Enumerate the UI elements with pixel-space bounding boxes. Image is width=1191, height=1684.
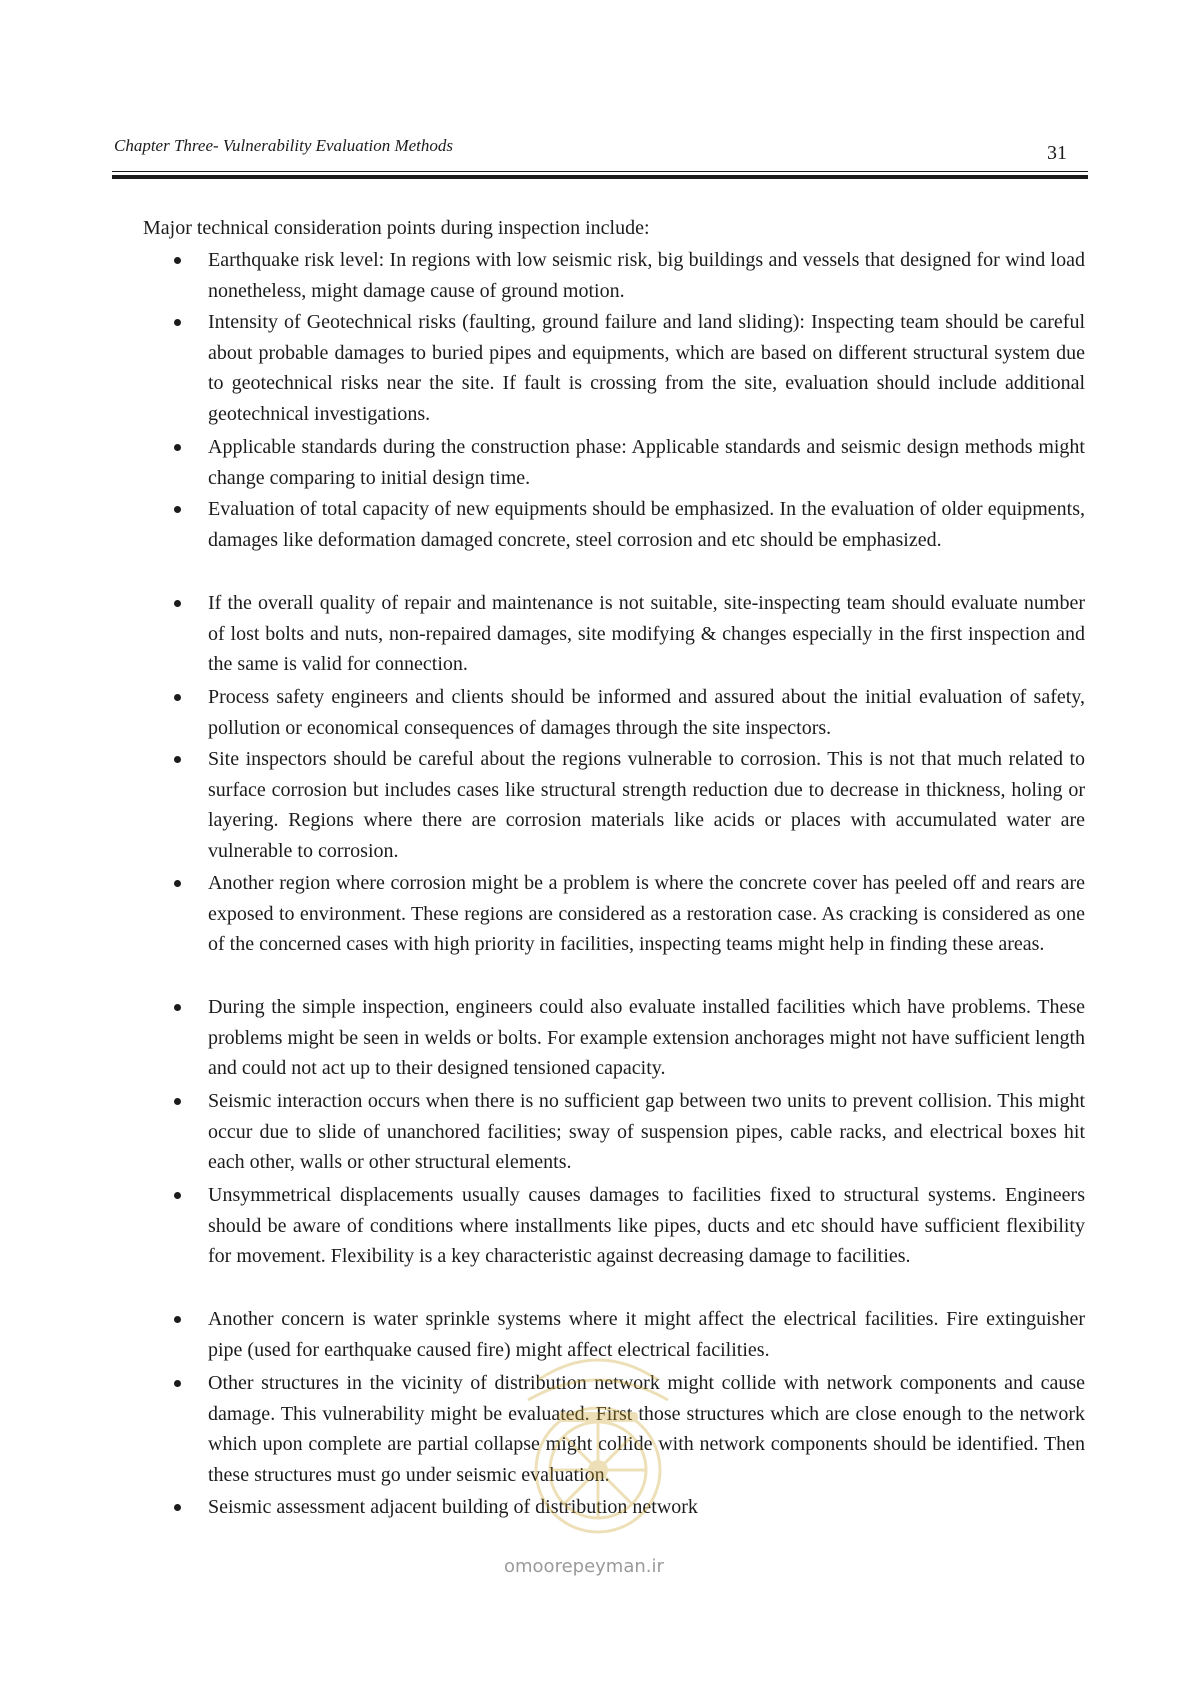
- bullet-icon: [174, 1192, 181, 1199]
- bullet-icon: [174, 1098, 181, 1105]
- page-number: 31: [1047, 142, 1067, 164]
- list-item-text: Other structures in the vicinity of distribution network might collide with network components and cause damage. This vulnerability might be evaluated. First those structures which are close enough to the network which upon complete are partial collapse might collide with network components should be identified. Then these structures must go under seismic evaluation.: [208, 1372, 1085, 1486]
- list-item-text: Earthquake risk level: In regions with low seismic risk, big buildings and vessels that designed for wind load nonetheless, might damage cause of ground motion.: [208, 249, 1085, 302]
- intro-paragraph: Major technical consideration points during inspection include:: [143, 217, 650, 239]
- list-item-text: Seismic interaction occurs when there is no sufficient gap between two units to prevent collision. This might occur due to slide of unanchored facilities; sway of suspension pipes, cable racks, and electrical boxes hit each other, walls or other structural elements.: [208, 1090, 1085, 1173]
- header-rule-thick: [112, 175, 1088, 179]
- list-item: [208, 432, 1085, 493]
- header-rule-thin: [112, 171, 1088, 172]
- list-item-text: Evaluation of total capacity of new equipments should be emphasized. In the evaluation of older equipments, damages like deformation damaged concrete, steel corrosion and etc should be emphasized.: [208, 498, 1085, 551]
- bullet-icon: [174, 694, 181, 701]
- list-item: [208, 494, 1085, 555]
- list-item-text: Applicable standards during the construction phase: Applicable standards and seismic design methods might change comparing to initial design time.: [208, 436, 1085, 489]
- list-item-text: If the overall quality of repair and maintenance is not suitable, site-inspecting team should evaluate number of lost bolts and nuts, non-repaired damages, site modifying & changes especially in the first inspection and the same is valid for connection.: [208, 592, 1085, 675]
- list-item-text: Another region where corrosion might be a problem is where the concrete cover has peeled off and rears are exposed to environment. These regions are considered as a restoration case. As cracking is considered as one of the concerned cases with high priority in facilities, inspecting teams might help in finding these areas.: [208, 872, 1085, 955]
- list-item: [208, 682, 1085, 743]
- list-item: [208, 1086, 1085, 1178]
- list-item: [208, 588, 1085, 680]
- bullet-icon: [174, 600, 181, 607]
- list-item: [208, 307, 1085, 429]
- list-item-text: Intensity of Geotechnical risks (faulting, ground failure and land sliding): Inspecting team should be careful about probable damages to buried pipes and equipments, which are based on different structural system due to geotechnical risks near the site. If fault is crossing from the site, evaluation should include additional geotechnical investigations.: [208, 311, 1085, 425]
- bullet-icon: [174, 257, 181, 264]
- bullet-icon: [174, 1380, 181, 1387]
- list-item-text: Process safety engineers and clients should be informed and assured about the initial evaluation of safety, pollution or economical consequences of damages through the site inspectors.: [208, 686, 1085, 739]
- bullet-icon: [174, 756, 181, 763]
- watermark-logo-icon: [468, 1320, 728, 1550]
- bullet-icon: [174, 880, 181, 887]
- list-item-text: Seismic assessment adjacent building of distribution network: [208, 1496, 698, 1518]
- chapter-header-title: Chapter Three- Vulnerability Evaluation Methods: [114, 136, 454, 155]
- bullet-icon: [174, 444, 181, 451]
- list-item-text: Unsymmetrical displacements usually causes damages to facilities fixed to structural systems. Engineers should be aware of conditions where installments like pipes, ducts and etc should have sufficient flexibility for movement. Flexibility is a key characteristic against decreasing damage to facilities.: [208, 1184, 1085, 1267]
- bullet-icon: [174, 1504, 181, 1511]
- watermark-site-text: omoorepeyman.ir: [504, 1556, 664, 1577]
- list-item: [208, 744, 1085, 866]
- bullet-icon: [174, 319, 181, 326]
- list-item: [208, 245, 1085, 306]
- list-item-text: During the simple inspection, engineers could also evaluate installed facilities which have problems. These problems might be seen in welds or bolts. For example extension anchorages might not have sufficient length and could not act up to their designed tensioned capacity.: [208, 996, 1085, 1079]
- list-item-text: Site inspectors should be careful about the regions vulnerable to corrosion. This is not that much related to surface corrosion but includes cases like structural strength reduction due to decrease in thickness, holing or layering. Regions where there are corrosion materials like acids or places with accumulated water are vulnerable to corrosion.: [208, 748, 1085, 862]
- list-item: [208, 868, 1085, 960]
- bullet-icon: [174, 1004, 181, 1011]
- bullet-icon: [174, 1316, 181, 1323]
- list-item: [208, 992, 1085, 1084]
- list-item-text: Another concern is water sprinkle systems where it might affect the electrical facilities. Fire extinguisher pipe (used for earthquake caused fire) might affect electrical facilities.: [208, 1308, 1085, 1361]
- list-item: [208, 1180, 1085, 1272]
- bullet-icon: [174, 506, 181, 513]
